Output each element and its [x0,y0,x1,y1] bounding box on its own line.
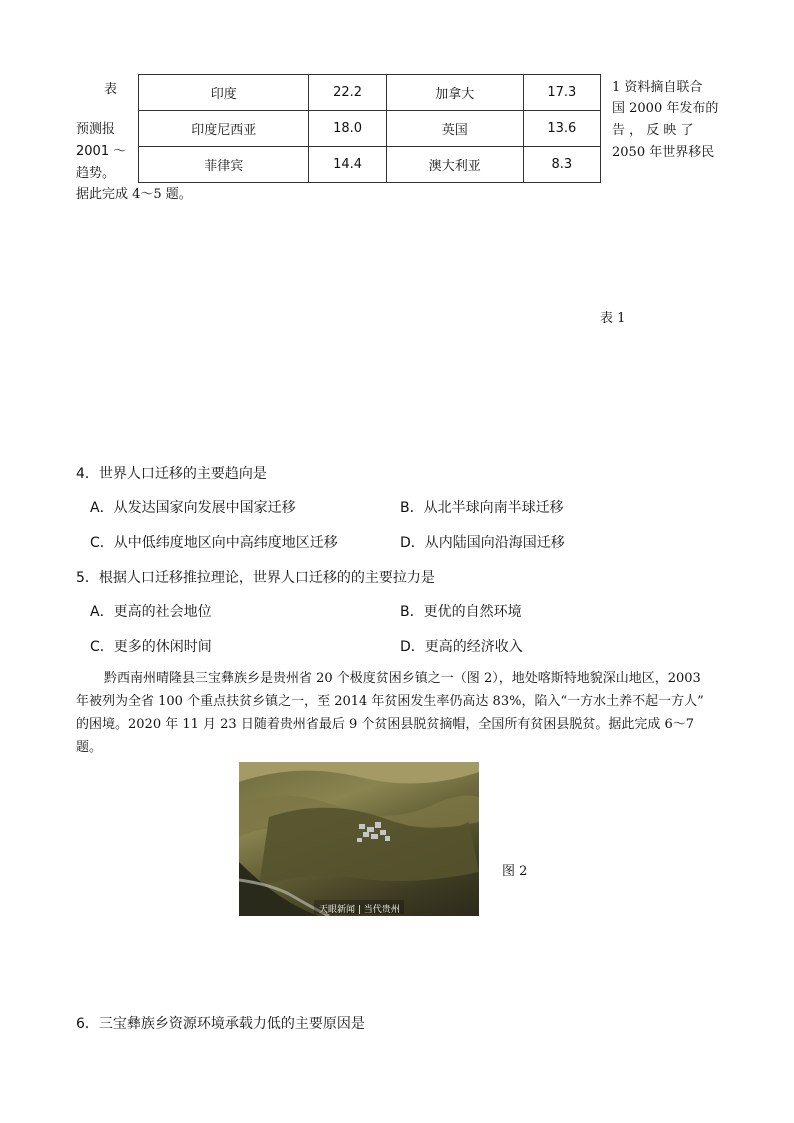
landscape-illustration [239,762,479,916]
passage-line-3: 的困境。2020 年 11 月 23 日随着贵州省最后 9 个贫困县脱贫摘帽，全国所有贫困县脱贫。据此完成 6～7 [76,717,695,732]
village-aerial-photo [239,762,479,916]
table-cell: 澳大利亚 [386,147,523,183]
intro-left-frag-1: 表 [104,82,118,97]
intro-left-frag-2: 预测报 [76,122,116,137]
table-cell: 印度尼西亚 [139,111,309,147]
intro-left-frag-4: 趋势。 [76,166,116,181]
passage-line-1: 黔西南州晴隆县三宝彝族乡是贵州省 20 个极度贫困乡镇之一（图 2），地处喀斯特地貌深山地区，2003 [104,671,701,686]
photo-watermark: 天眼新闻 | 当代贵州 [319,905,400,915]
table-cell: 13.6 [523,111,600,147]
question-4-stem: 4．世界人口迁移的主要趋向是 [76,466,267,482]
q4-option-a: A．从发达国家向发展中国家迁移 [90,500,296,516]
table-cell: 17.3 [523,75,600,111]
intro-right-frag-1: 1 资料摘自联合 [612,80,703,95]
table-cell: 8.3 [523,147,600,183]
q5-option-b: B．更优的自然环境 [400,604,522,620]
question-6-stem: 6．三宝彝族乡资源环境承载力低的主要原因是 [76,1016,365,1032]
table-row [139,111,601,147]
q5-option-d: D．更高的经济收入 [400,639,523,655]
table-cell: 14.4 [309,147,386,183]
intro-instruction: 据此完成 4～5 题。 [76,187,192,202]
question-5-stem: 5．根据人口迁移推拉理论，世界人口迁移的的主要拉力是 [76,570,435,586]
intro-left-frag-3: 2001 ～ [76,144,127,159]
table-cell: 18.0 [309,111,386,147]
table-cell: 印度 [139,75,309,111]
q5-option-a: A．更高的社会地位 [90,604,212,620]
table-cell: 22.2 [309,75,386,111]
figure-2-caption: 图 2 [502,864,528,879]
q4-option-c: C．从中低纬度地区向中高纬度地区迁移 [90,535,338,551]
table-cell: 英国 [386,111,523,147]
intro-right-frag-3: 告 ， 反 映 了 [612,123,694,138]
passage-line-4: 题。 [76,740,103,755]
table-cell: 菲律宾 [139,147,309,183]
table-row [139,75,601,111]
q4-option-b: B．从北半球向南半球迁移 [400,500,564,516]
q5-option-c: C．更多的休闲时间 [90,639,212,655]
intro-right-frag-4: 2050 年世界移民 [612,145,715,160]
intro-right-frag-2: 国 2000 年发布的 [612,101,719,116]
table-cell: 加拿大 [386,75,523,111]
table-caption: 表 1 [600,311,626,326]
passage-line-2: 年被列为全省 100 个重点扶贫乡镇之一，至 2014 年贫困发生率仍高达 83%，陷入“一方水土养不起一方人” [76,694,704,709]
table-row [139,147,601,183]
q4-option-d: D．从内陆国向沿海国迁移 [400,535,565,551]
migration-table [138,74,601,183]
